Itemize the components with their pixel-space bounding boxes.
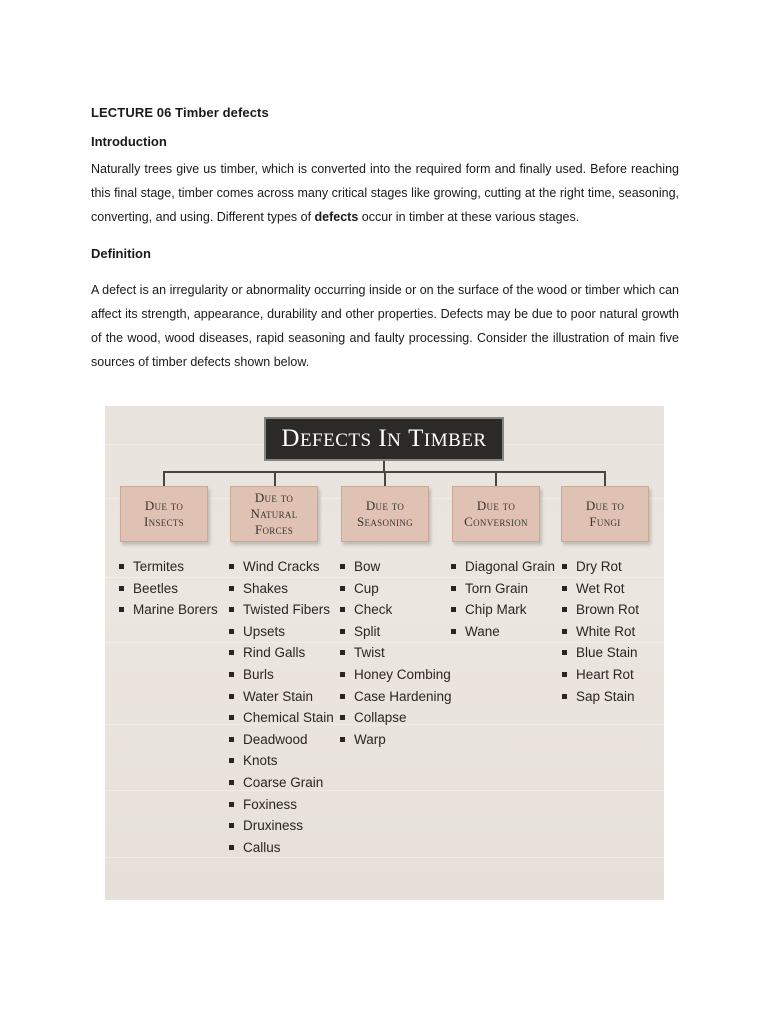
seasoning-defect-list (340, 556, 452, 750)
figure-title-t: T (408, 425, 424, 452)
list-item (229, 772, 334, 794)
list-item (451, 599, 555, 621)
list-item (119, 599, 218, 621)
category-line: Due to (144, 498, 184, 513)
list-item-text: Knots (243, 753, 278, 769)
introduction-heading: Introduction (91, 134, 167, 149)
category-line: Due to (365, 498, 405, 513)
introduction-bold-word: defects (314, 210, 359, 224)
list-item (119, 556, 218, 578)
list-item-text: Collapse (354, 710, 407, 726)
fungi-defect-list (562, 556, 639, 707)
definition-heading: Definition (91, 246, 151, 261)
category-line: Due to (254, 490, 294, 505)
list-item-text: Water Stain (243, 688, 314, 704)
list-item (562, 621, 639, 643)
list-item (229, 664, 334, 686)
insects-defect-list (119, 556, 218, 621)
connector-fungi (604, 471, 606, 486)
list-item (340, 578, 452, 600)
list-item (229, 686, 334, 708)
connector-insects (163, 471, 165, 486)
category-line: Seasoning (357, 514, 413, 529)
figure-title-i: I (378, 425, 388, 452)
list-item-text: Deadwood (243, 731, 308, 747)
category-line: Natural (250, 506, 298, 521)
list-item (340, 686, 452, 708)
introduction-text-start: Naturally trees give us timber, which is converted into the required form and finally used. Before reaching this final stage, timber comes across many critical stages like growing, cutting at the right time, seasoning, converting, and using. Different types of (91, 162, 679, 224)
list-item-text: Heart Rot (576, 666, 634, 682)
figure-title (264, 417, 504, 461)
list-item (229, 729, 334, 751)
introduction-paragraph (91, 157, 679, 229)
list-item (340, 664, 452, 686)
category-line: Forces (254, 522, 294, 537)
list-item (562, 686, 639, 708)
list-item (340, 621, 452, 643)
list-item-text: Upsets (243, 623, 286, 639)
list-item (562, 642, 639, 664)
lecture-title: LECTURE 06 Timber defects (91, 105, 269, 120)
list-item (229, 707, 334, 729)
list-item (562, 599, 639, 621)
list-item-text: Wet Rot (576, 580, 625, 596)
category-line: Due to (476, 498, 516, 513)
category-line: Conversion (464, 514, 528, 529)
list-item-text: Chemical Stain (243, 710, 334, 726)
list-item-text: Coarse Grain (243, 774, 324, 790)
list-item (229, 837, 334, 859)
connector-natural-forces (274, 471, 276, 486)
list-item-text: Dry Rot (576, 559, 622, 574)
list-item-text: Bow (354, 559, 381, 574)
list-item (229, 794, 334, 816)
list-item-text: Cup (354, 580, 379, 596)
list-item (229, 750, 334, 772)
category-seasoning (341, 486, 429, 542)
list-item-text: Wind Cracks (243, 559, 320, 574)
list-item-text: Check (354, 602, 393, 618)
figure-title-n: N (387, 430, 402, 451)
list-item-text: Blue Stain (576, 645, 638, 661)
list-item-text: Termites (133, 559, 185, 574)
introduction-text-end: occur in timber at these various stages. (358, 210, 580, 224)
list-item (562, 578, 639, 600)
list-item-text: Diagonal Grain (465, 559, 556, 574)
list-item (229, 578, 334, 600)
list-item (229, 621, 334, 643)
list-item-text: Burls (243, 666, 274, 682)
connector-conversion (495, 471, 497, 486)
list-item (340, 642, 452, 664)
connector-seasoning (384, 471, 386, 486)
definition-paragraph: A defect is an irregularity or abnormality occurring inside or on the surface of the wood or timber which can affect its strength, appearance, durability and other properties. Defects may be due to poor natural growth of the wood, wood diseases, rapid seasoning and faulty processing. Consider the illustration of main five sources of timber defects shown below. (91, 283, 679, 369)
category-line: Due to (585, 498, 625, 513)
list-item-text: Torn Grain (465, 580, 529, 596)
list-item (340, 556, 452, 578)
category-insects (120, 486, 208, 542)
list-item (229, 556, 334, 578)
category-line: Fungi (589, 514, 621, 529)
list-item-text: Shakes (243, 580, 289, 596)
list-item (229, 599, 334, 621)
category-natural-forces (230, 486, 318, 542)
list-item-text: Split (354, 623, 381, 639)
list-item-text: Rind Galls (243, 645, 306, 661)
list-item-text: Sap Stain (576, 688, 635, 704)
list-item-text: Twist (354, 645, 385, 661)
list-item-text: Chip Mark (465, 602, 527, 618)
conversion-defect-list (451, 556, 555, 642)
list-item (229, 642, 334, 664)
list-item-text: Warp (354, 731, 386, 747)
list-item (562, 556, 639, 578)
list-item-text: Foxiness (243, 796, 298, 812)
list-item (340, 599, 452, 621)
list-item-text: White Rot (576, 623, 636, 639)
list-item (451, 621, 555, 643)
list-item-text: Twisted Fibers (243, 602, 331, 618)
figure-title-efects: EFECTS (299, 430, 372, 451)
list-item (451, 556, 555, 578)
category-fungi (561, 486, 649, 542)
list-item-text: Callus (243, 839, 281, 855)
category-line: Insects (144, 514, 184, 529)
defects-in-timber-figure (105, 406, 664, 900)
list-item-text: Beetles (133, 580, 179, 596)
list-item (451, 578, 555, 600)
list-item-text: Case Hardening (354, 688, 452, 704)
category-conversion (452, 486, 540, 542)
list-item (119, 578, 218, 600)
list-item-text: Marine Borers (133, 602, 218, 618)
list-item (229, 815, 334, 837)
figure-title-imber: IMBER (423, 430, 487, 451)
figure-title-d: D (281, 425, 300, 452)
list-item-text: Druxiness (243, 818, 304, 834)
list-item-text: Brown Rot (576, 602, 640, 618)
list-item (340, 707, 452, 729)
list-item (340, 729, 452, 751)
list-item-text: Wane (465, 623, 500, 639)
list-item (562, 664, 639, 686)
list-item-text: Honey Combing (354, 666, 451, 682)
natural-forces-defect-list (229, 556, 334, 858)
